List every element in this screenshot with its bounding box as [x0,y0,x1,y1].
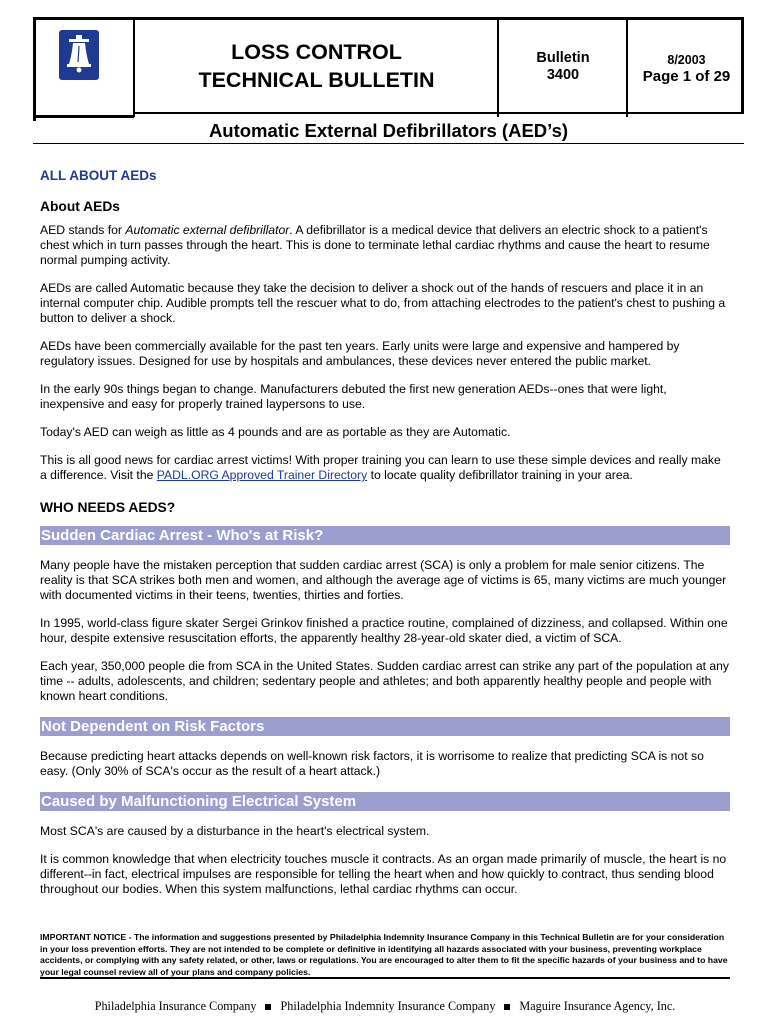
bulletin-number: 3400 [546,67,580,83]
bulletin-body [40,168,730,910]
square-bullet-icon [265,1004,271,1010]
paragraph: Because predicting heart attacks depends on well-known risk factors, it is worrisome to realize that predicting SCA is not so easy. (Only 30% of SCA's occur as the result of a heart attack.) [40,749,704,778]
title-rule [33,143,744,144]
emphasis-text: Automatic external defibrillator [125,223,290,237]
text-run: . A defibrillator is a medical device that delivers an electric shock to a patient's chest which in turn passes through the heart. This is done to terminate lethal cardiac rhythms and cause the heart to resume normal pumping activity. [40,223,710,267]
paragraph: In the early 90s things began to change. Manufacturers debuted the first new generation AEDs--ones that were light, inexpensive and easy for properly trained laypersons to use. [40,382,667,411]
square-bullet-icon [504,1004,510,1010]
subheading-about-aeds: About AEDs [40,199,120,214]
company-footer [40,999,730,1013]
section-bar-cardiac-arrest: Sudden Cardiac Arrest - Who's at Risk? [40,526,730,545]
paragraph: Today's AED can weigh as little as 4 pounds and are as portable as they are Automatic. [40,425,511,439]
paragraph [40,223,730,268]
paragraph [40,453,730,483]
bulletin-title [135,38,498,94]
paragraph: It is common knowledge that when electricity touches muscle it contracts. As an organ made primarily of muscle, the heart is no different--in fact, electrical impulses are responsible for telling the heart when and how quickly to contract, thus sending blood throughout our bodies. When this system malfunctions, lethal cardiac rhythms can occur. [40,852,727,896]
paragraph: Most SCA's are caused by a disturbance in the heart's electrical system. [40,824,430,838]
bulletin-number-cell [500,50,626,84]
subheading-who-needs: WHO NEEDS AEDS? [40,500,176,515]
page-indicator: Page 1 of 29 [642,68,731,85]
header-divider [626,20,628,117]
section-bar-electrical-system: Caused by Malfunctioning Electrical System [40,792,730,811]
bulletin-date: 8/2003 [667,53,706,67]
header-bottom-rule [133,112,741,114]
section-heading-all-about: ALL ABOUT AEDs [40,168,157,183]
important-notice: IMPORTANT NOTICE - The information and suggestions presented by Philadelphia Indemnity Insurance Company in this Technical Bulletin are for your consideration in your loss prevention efforts. They are not intended to be complete or definitive in identifying all hazards associated with your business, preventing workplace accidents, or complying with any safety related, or other, laws or regulations. You are encouraged to alter them to fit the specific hazards of your business and to have your legal counsel review all of your plans and company policies. [40,932,728,978]
text-run: AED stands for [40,223,126,237]
bulletin-title-line1: LOSS CONTROL [231,40,402,64]
date-page-cell [629,53,744,87]
bulletin-title-line2: TECHNICAL BULLETIN [198,68,435,92]
paragraph: Each year, 350,000 people die from SCA in the United States. Sudden cardiac arrest can strike any part of the population at any time -- adults, adolescents, and children; sedentary people and athletes; and both apparently healthy people and people with known heart conditions. [40,659,730,703]
bulletin-label: Bulletin [536,50,590,66]
trainer-directory-link[interactable]: PADL.ORG Approved Trainer Directory [156,468,368,482]
paragraph: AEDs are called Automatic because they take the decision to deliver a shock out of the hands of rescuers and place it in an internal computer chip. Audible prompts tell the rescuer what to do, from attaching electrodes to the patient's chest to pushing a button to deliver a shock. [40,281,726,325]
header-foot-rule [33,115,134,118]
section-bar-risk-factors: Not Dependent on Risk Factors [40,717,730,736]
paragraph: AEDs have been commercially available for the past ten years. Early units were large and expensive and hampered by regulatory issues. Designed for use by hospitals and ambulances, these devices never entered the public market. [40,339,680,368]
paragraph: In 1995, world-class figure skater Sergei Grinkov finished a practice routine, complained of dizziness, and collapsed. Within one hour, despite extensive resuscitation efforts, the apparently healthy 28-year-old skater died, a victim of SCA. [40,616,728,645]
text-run: This is all good news for cardiac arrest victims! With proper training you can learn to use these simple devices and really make a difference. Visit the [40,453,721,482]
footer-company-2: Philadelphia Indemnity Insurance Company [280,999,496,1013]
footer-company-3: Maguire Insurance Agency, Inc. [519,999,676,1013]
footer-company-1: Philadelphia Insurance Company [94,999,257,1013]
notice-rule [40,977,730,979]
paragraph: Many people have the mistaken perception that sudden cardiac arrest (SCA) is only a problem for male senior citizens. The reality is that SCA strikes both men and women, and although the average age of victims is 65, many victims are much younger with documented victims in their teens, twenties, thirties and forties. [40,558,727,602]
bulletin-header [33,17,744,114]
liberty-bell-icon [59,30,99,80]
document-title: Automatic External Defibrillators (AED’s) [208,120,569,141]
header-left-border [33,20,36,121]
text-run: to locate quality defibrillator training in your area. [367,468,633,482]
